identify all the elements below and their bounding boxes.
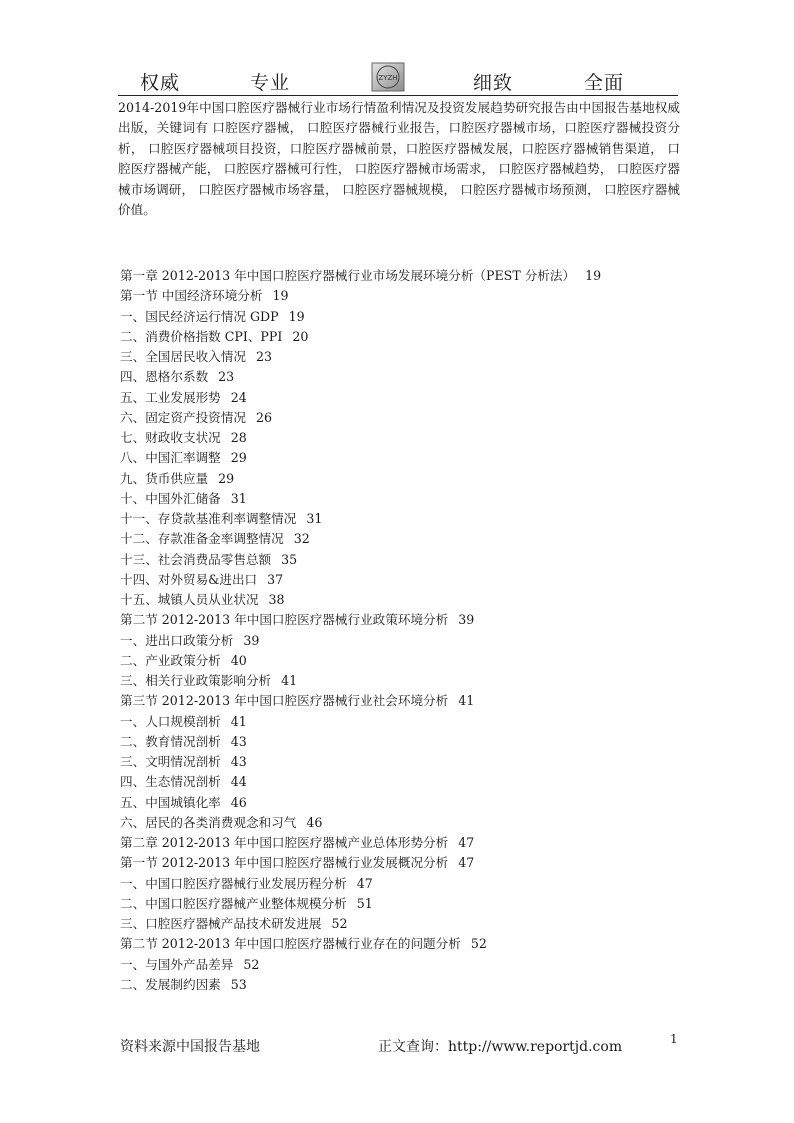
svg-text:ZYZH: ZYZH	[378, 74, 398, 82]
header-divider	[118, 95, 678, 96]
toc-entry-page: 20	[292, 328, 309, 344]
toc-entry-page: 41	[281, 673, 298, 688]
toc-entry[interactable]	[120, 266, 700, 286]
toc-entry[interactable]	[120, 570, 700, 590]
toc-entry[interactable]	[120, 408, 700, 428]
toc-entry-title: 第二节 2012-2013 年中国口腔医疗器械行业政策环境分析	[120, 612, 449, 628]
toc-entry-title: 十二、存款准备金率调整情况	[120, 531, 284, 547]
toc-entry[interactable]	[120, 793, 700, 813]
toc-entry-title: 二、产业政策分析	[120, 652, 221, 668]
toc-entry-page: 46	[230, 794, 247, 810]
toc-entry[interactable]	[120, 813, 700, 833]
toc-entry-page: 47	[458, 855, 475, 871]
toc-entry-title: 第一节 2012-2013 年中国口腔医疗器械行业发展概况分析	[120, 855, 449, 871]
header-word-professional: 专业	[250, 72, 291, 94]
toc-entry-title: 十三、社会消费品零售总额	[120, 551, 272, 567]
toc-entry-title: 三、全国居民收入情况	[120, 349, 246, 364]
toc-entry-title: 二、发展制约因素	[120, 976, 221, 992]
toc-entry-title: 九、货币供应量	[120, 470, 209, 486]
toc-entry-page: 23	[255, 349, 272, 364]
toc-entry-page: 51	[356, 895, 373, 911]
toc-entry-title: 一、进出口政策分析	[120, 632, 234, 648]
toc-entry[interactable]	[120, 914, 700, 934]
toc-entry-title: 三、相关行业政策影响分析	[120, 673, 272, 688]
toc-entry-title: 十五、城镇人员从业状况	[120, 592, 259, 607]
toc-entry-page: 31	[230, 490, 247, 506]
header-word-comprehensive: 全面	[584, 72, 625, 94]
toc-entry-title: 二、消费价格指数 CPI、PPI	[120, 328, 283, 344]
toc-entry-title: 六、居民的各类消费观念和习气	[120, 814, 297, 830]
toc-entry-page: 43	[230, 754, 247, 769]
toc-entry-page: 29	[230, 450, 247, 466]
toc-entry[interactable]	[120, 469, 700, 489]
toc-entry-page: 47	[458, 835, 475, 850]
toc-entry[interactable]	[120, 610, 700, 630]
header-word-authority: 权威	[140, 72, 181, 94]
toc-entry[interactable]	[120, 286, 700, 306]
toc-entry-title: 三、口腔医疗器械产品技术研发进展	[120, 916, 322, 931]
toc-entry[interactable]	[120, 975, 700, 995]
toc-entry-page: 41	[230, 713, 247, 729]
toc-entry-page: 26	[255, 409, 272, 425]
toc-entry-title: 第二章 2012-2013 年中国口腔医疗器械产业总体形势分析	[120, 835, 449, 850]
toc-entry[interactable]	[120, 529, 700, 549]
toc-entry-page: 28	[230, 430, 247, 445]
toc-entry-title: 十、中国外汇储备	[120, 490, 221, 506]
toc-entry-title: 二、中国口腔医疗器械产业整体规模分析	[120, 895, 347, 911]
toc-entry-title: 第一节 中国经济环境分析	[120, 288, 263, 304]
toc-entry[interactable]	[120, 712, 700, 732]
page-number: 1	[670, 1032, 678, 1046]
toc-entry[interactable]	[120, 448, 700, 468]
toc-entry[interactable]	[120, 894, 700, 914]
toc-entry-title: 六、固定资产投资情况	[120, 409, 246, 425]
toc-entry-title: 五、工业发展形势	[120, 389, 221, 405]
company-seal-logo	[371, 62, 405, 92]
toc-entry[interactable]	[120, 691, 700, 711]
toc-entry[interactable]	[120, 631, 700, 651]
toc-entry[interactable]	[120, 772, 700, 792]
toc-entry-page: 38	[268, 592, 285, 607]
toc-entry[interactable]	[120, 347, 700, 367]
toc-entry[interactable]	[120, 489, 700, 509]
toc-entry[interactable]	[120, 367, 700, 387]
toc-entry[interactable]	[120, 874, 700, 894]
toc-entry-title: 一、与国外产品差异	[120, 956, 234, 972]
toc-entry-page: 37	[267, 571, 284, 587]
toc-entry-page: 40	[230, 652, 247, 668]
toc-entry[interactable]	[120, 327, 700, 347]
toc-entry-page: 19	[585, 268, 602, 283]
report-intro-paragraph: 2014-2019年中国口腔医疗器械行业市场行情盈利情况及投资发展趋势研究报告由中国报告基地权威出版，关键词有 口腔医疗器械， 口腔医疗器械行业报告，口腔医疗器械市场，口腔医疗器械投资分析， 口腔医疗器械项目投资，口腔医疗器械前景，口腔医疗器械发展，口腔医疗器械销售渠道， 口腔医疗器械产能， 口腔医疗器械可行性， 口腔医疗器械市场需求， 口腔医疗器械趋势， 口腔医疗器械市场调研， 口腔医疗器械市场容量， 口腔医疗器械规模， 口腔医疗器械市场预测， 口腔医疗器械价值。	[118, 100, 680, 218]
toc-entry-title: 二、教育情况剖析	[120, 733, 221, 749]
footer-source: 资料来源中国报告基地	[120, 1039, 260, 1055]
toc-entry-title: 四、恩格尔系数	[120, 369, 209, 385]
toc-entry[interactable]	[120, 955, 700, 975]
header-word-meticulous: 细致	[473, 72, 514, 94]
toc-entry[interactable]	[120, 428, 700, 448]
toc-entry-title: 第一章 2012-2013 年中国口腔医疗器械行业市场发展环境分析（PEST 分析法）	[120, 268, 576, 283]
toc-entry-title: 第二节 2012-2013 年中国口腔医疗器械行业存在的问题分析	[120, 936, 461, 952]
toc-entry-page: 52	[331, 916, 348, 931]
toc-entry-title: 五、中国城镇化率	[120, 794, 221, 810]
toc-entry-title: 十四、对外贸易&进出口	[120, 571, 258, 587]
toc-entry-page: 53	[230, 976, 247, 992]
toc-entry-page: 52	[243, 956, 260, 972]
toc-entry-page: 32	[293, 531, 310, 547]
toc-entry[interactable]	[120, 752, 700, 772]
toc-entry-page: 29	[218, 470, 235, 486]
toc-entry[interactable]	[120, 671, 700, 691]
toc-entry-page: 41	[458, 693, 475, 709]
toc-entry-title: 四、生态情况剖析	[120, 774, 221, 790]
footer-query-link[interactable]: 正文查询：http://www.reportjd.com	[378, 1039, 623, 1055]
toc-entry[interactable]	[120, 590, 700, 610]
toc-entry[interactable]	[120, 509, 700, 529]
toc-entry-page: 24	[230, 389, 247, 405]
toc-entry-title: 七、财政收支状况	[120, 430, 221, 445]
toc-entry[interactable]	[120, 307, 700, 327]
toc-entry-page: 19	[288, 308, 305, 324]
toc-entry[interactable]	[120, 550, 700, 570]
toc-entry-title: 三、文明情况剖析	[120, 754, 221, 769]
toc-entry-page: 43	[230, 733, 247, 749]
toc-entry-page: 39	[243, 632, 260, 648]
toc-entry-title: 十一、存贷款基准利率调整情况	[120, 511, 297, 526]
toc-entry-page: 35	[281, 551, 298, 567]
toc-entry-page: 23	[218, 369, 235, 385]
toc-entry[interactable]	[120, 833, 700, 853]
toc-entry-title: 一、中国口腔医疗器械行业发展历程分析	[120, 875, 347, 891]
page-footer	[120, 1032, 690, 1060]
toc-entry-page: 39	[458, 612, 475, 628]
toc-entry-title: 一、国民经济运行情况 GDP	[120, 308, 279, 324]
toc-entry[interactable]	[120, 388, 700, 408]
toc-entry[interactable]	[120, 853, 700, 873]
toc-entry-title: 第三节 2012-2013 年中国口腔医疗器械行业社会环境分析	[120, 693, 449, 709]
toc-entry-page: 46	[306, 814, 323, 830]
page-header	[118, 62, 678, 94]
table-of-contents	[120, 266, 700, 995]
toc-entry[interactable]	[120, 934, 700, 954]
toc-entry-page: 47	[356, 875, 373, 891]
toc-entry[interactable]	[120, 651, 700, 671]
toc-entry-title: 八、中国汇率调整	[120, 450, 221, 466]
toc-entry-title: 一、人口规模剖析	[120, 713, 221, 729]
toc-entry-page: 19	[272, 288, 289, 304]
toc-entry[interactable]	[120, 732, 700, 752]
toc-entry-page: 31	[306, 511, 323, 526]
toc-entry-page: 44	[230, 774, 247, 790]
toc-entry-page: 52	[470, 936, 487, 952]
